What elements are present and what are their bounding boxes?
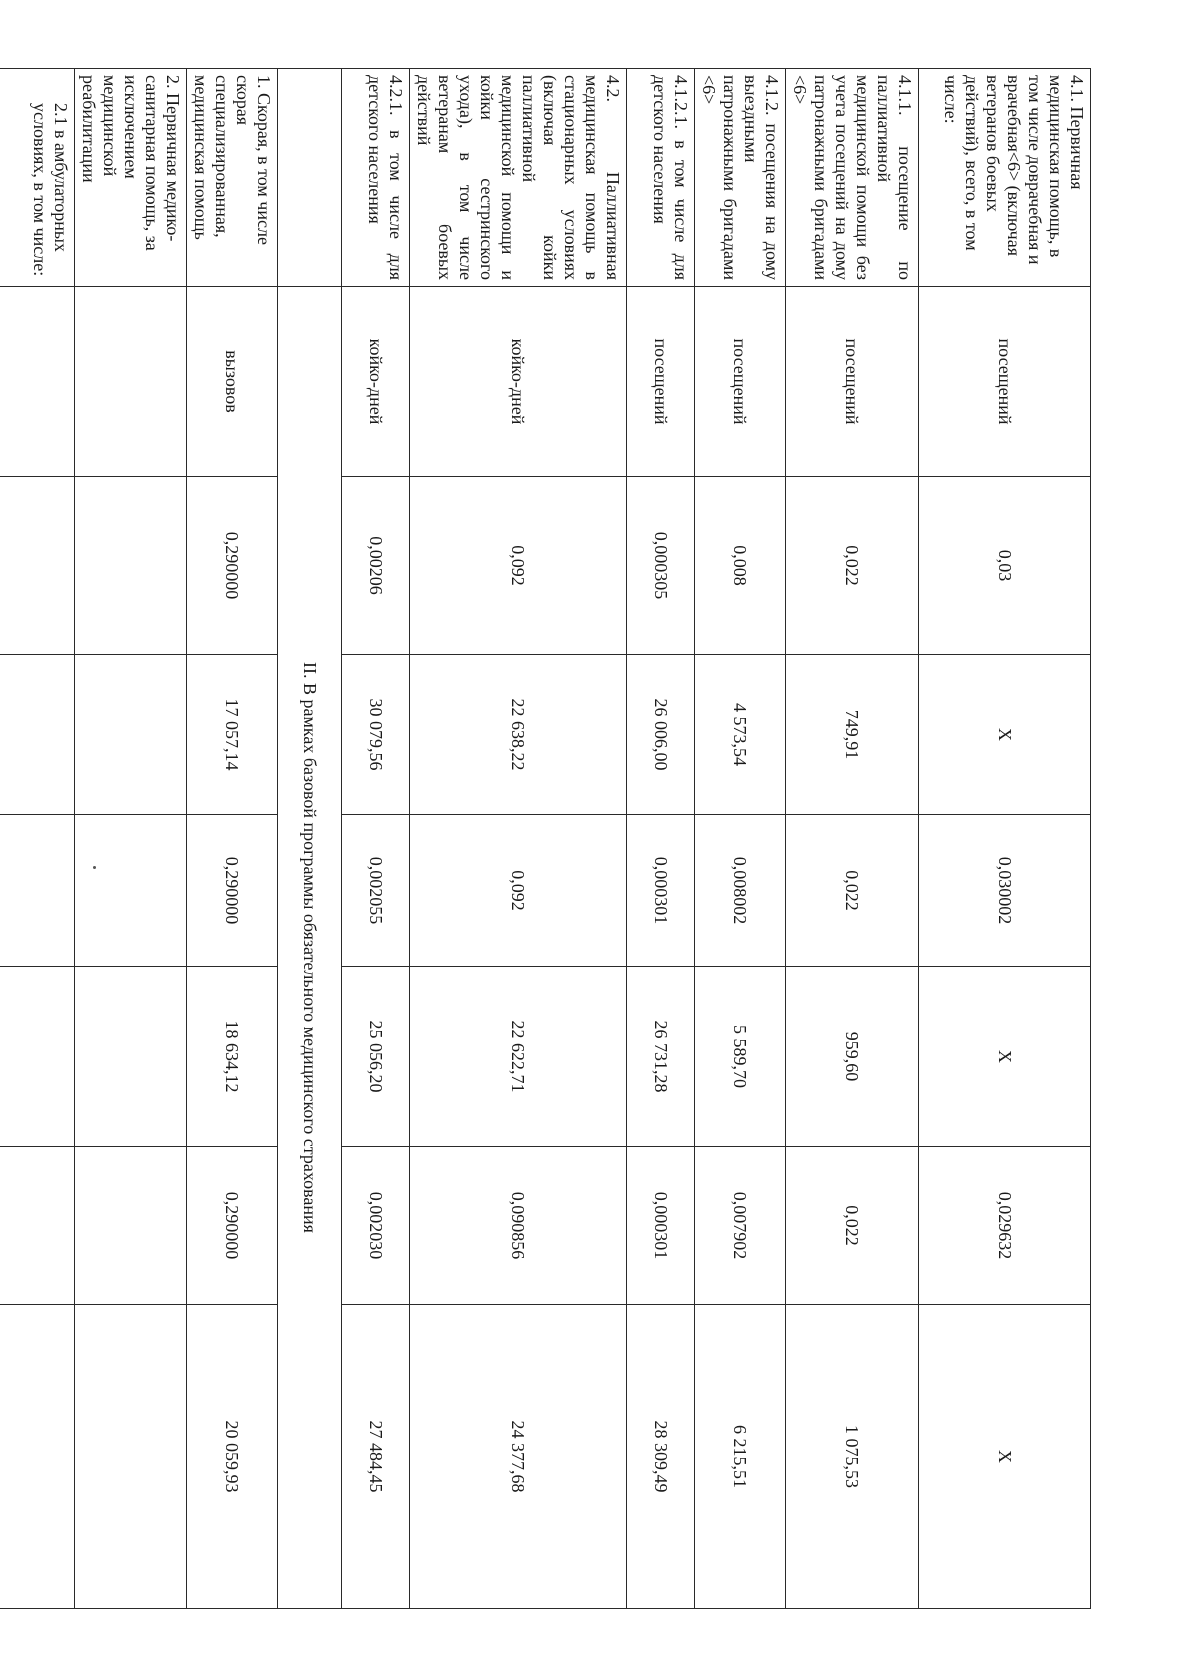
unit-cell: посещений bbox=[919, 287, 1091, 477]
value-cell: 17 057,14 bbox=[187, 655, 278, 815]
value-cell: 0,092 bbox=[410, 815, 627, 967]
value-cell: 25 056,20 bbox=[342, 967, 410, 1147]
row-name: 4.1.2.1. в том числе для детского населения bbox=[627, 69, 695, 287]
unit-cell: посещений bbox=[695, 287, 786, 477]
value-cell: 27 484,45 bbox=[342, 1305, 410, 1609]
rotated-page bbox=[30, 68, 1091, 1608]
empty-cell bbox=[278, 69, 342, 287]
value-cell: 20 059,93 bbox=[187, 1305, 278, 1609]
row-name: 1. Скорая, в том числе скорая специализированная, медицинская помощь bbox=[187, 69, 278, 287]
value-cell bbox=[75, 477, 187, 655]
row-name: 4.1.2. посещения на дому выездными патронажными бригадами <6> bbox=[695, 69, 786, 287]
value-cell: 26 731,28 bbox=[627, 967, 695, 1147]
unit-cell: койко-дней bbox=[410, 287, 627, 477]
value-cell bbox=[0, 1305, 75, 1609]
value-cell: 749,91 bbox=[786, 655, 919, 815]
unit-cell: посещений bbox=[786, 287, 919, 477]
value-cell: 0,008 bbox=[695, 477, 786, 655]
value-cell: 0,090856 bbox=[410, 1147, 627, 1305]
value-cell: 0,000301 bbox=[627, 1147, 695, 1305]
unit-cell: посещений bbox=[627, 287, 695, 477]
value-cell: 959,60 bbox=[786, 967, 919, 1147]
value-cell: 0,022 bbox=[786, 1147, 919, 1305]
value-cell: X bbox=[919, 967, 1091, 1147]
value-cell: 1 075,53 bbox=[786, 1305, 919, 1609]
value-cell bbox=[0, 477, 75, 655]
row-name: 4.2.1. в том числе для детского населения bbox=[342, 69, 410, 287]
value-cell: 0,002055 bbox=[342, 815, 410, 967]
row-name: 4.1. Первичная медицинская помощь, в том числе доврачебная и врачебная<6> (включая ветеранов боевых действий), всего, в том числе: bbox=[919, 69, 1091, 287]
value-cell: 24 377,68 bbox=[410, 1305, 627, 1609]
value-cell bbox=[75, 967, 187, 1147]
table-row bbox=[0, 69, 75, 1609]
value-cell: 26 006,00 bbox=[627, 655, 695, 815]
table-row bbox=[187, 69, 278, 1609]
value-cell bbox=[0, 967, 75, 1147]
value-cell: 0,007902 bbox=[695, 1147, 786, 1305]
row-name: 2.1 в амбулаторных условиях, в том числе: bbox=[0, 69, 75, 287]
table-row bbox=[786, 69, 919, 1609]
table-row bbox=[919, 69, 1091, 1609]
row-name: 4.2. Паллиативная медицинская помощь в стационарных условиях (включая койки паллиативной медицинской помощи и койки сестринского ухода), в том числе ветеранам боевых действий bbox=[410, 69, 627, 287]
value-cell: 0,002030 bbox=[342, 1147, 410, 1305]
value-cell: 0,290000 bbox=[187, 477, 278, 655]
value-cell bbox=[0, 815, 75, 967]
norms-table bbox=[0, 68, 1091, 1609]
table-row bbox=[410, 69, 627, 1609]
value-cell: 5 589,70 bbox=[695, 967, 786, 1147]
section-title: II. В рамках базовой программы обязательного медицинского страхования bbox=[278, 287, 342, 1609]
value-cell: X bbox=[919, 655, 1091, 815]
value-cell: 4 573,54 bbox=[695, 655, 786, 815]
row-name: 2. Первичная медико-санитарная помощь, за исключением медицинской реабилитации bbox=[75, 69, 187, 287]
value-cell: 0,290000 bbox=[187, 1147, 278, 1305]
value-cell: 18 634,12 bbox=[187, 967, 278, 1147]
unit-cell: вызовов bbox=[187, 287, 278, 477]
value-cell bbox=[75, 655, 187, 815]
value-cell bbox=[0, 1147, 75, 1305]
table-row bbox=[627, 69, 695, 1609]
value-cell: 0,290000 bbox=[187, 815, 278, 967]
value-cell: 0,00206 bbox=[342, 477, 410, 655]
value-cell: 0,000301 bbox=[627, 815, 695, 967]
value-cell: 0,029632 bbox=[919, 1147, 1091, 1305]
value-cell: 6 215,51 bbox=[695, 1305, 786, 1609]
value-cell: X bbox=[919, 1305, 1091, 1609]
unit-cell bbox=[0, 287, 75, 477]
value-cell: 22 638,22 bbox=[410, 655, 627, 815]
unit-cell bbox=[75, 287, 187, 477]
row-name: 4.1.1. посещение по паллиативной медицинской помощи без учета посещений на дому патронажными бригадами <6> bbox=[786, 69, 919, 287]
table-row bbox=[75, 69, 187, 1609]
value-cell bbox=[75, 815, 187, 967]
value-cell bbox=[75, 1305, 187, 1609]
table-row bbox=[695, 69, 786, 1609]
value-cell: 30 079,56 bbox=[342, 655, 410, 815]
value-cell: 0,022 bbox=[786, 477, 919, 655]
value-cell bbox=[0, 655, 75, 815]
value-cell: 0,030002 bbox=[919, 815, 1091, 967]
value-cell: 0,03 bbox=[919, 477, 1091, 655]
value-cell: 0,000305 bbox=[627, 477, 695, 655]
value-cell: 0,008002 bbox=[695, 815, 786, 967]
value-cell bbox=[75, 1147, 187, 1305]
table-row bbox=[342, 69, 410, 1609]
value-cell: 0,092 bbox=[410, 477, 627, 655]
section-header-row bbox=[278, 69, 342, 1609]
unit-cell: койко-дней bbox=[342, 287, 410, 477]
value-cell: 28 309,49 bbox=[627, 1305, 695, 1609]
value-cell: 0,022 bbox=[786, 815, 919, 967]
value-cell: 22 622,71 bbox=[410, 967, 627, 1147]
